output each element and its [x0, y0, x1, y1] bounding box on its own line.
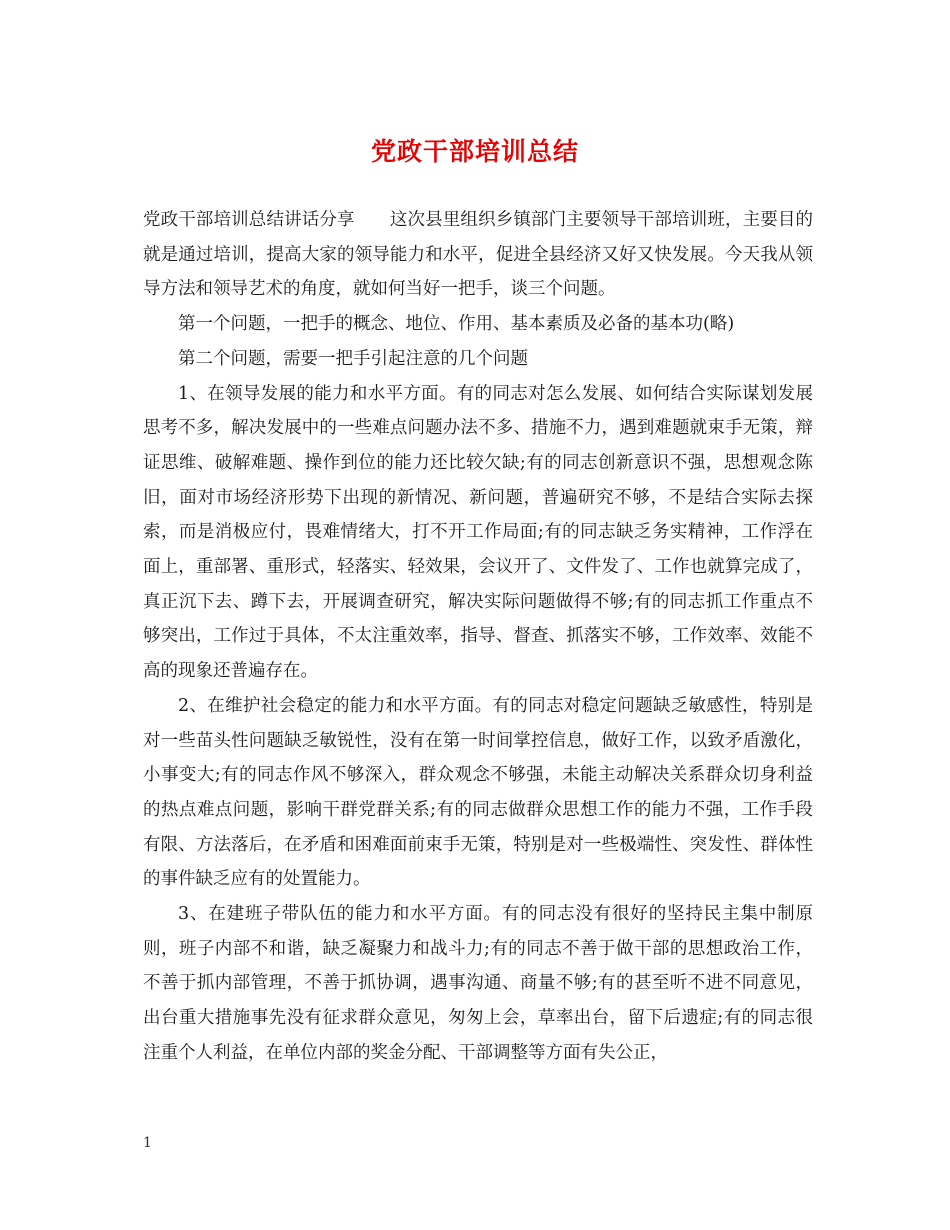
page-number: 1	[143, 1135, 152, 1151]
paragraph-question-two: 第二个问题，需要一把手引起注意的几个问题	[178, 348, 528, 369]
paragraph-point-three: 3、在建班子带队伍的能力和水平方面。有的同志没有很好的坚持民主集中制原则，班子内部不和谐，缺乏凝聚力和战斗力;有的同志不善于做干部的思想政治工作，不善于抓内部管理，不善于抓协调，遇事沟通、商量不够;有的甚至听不进不同意见，出台重大措施事先没有征求群众意见，匆匆上会，草率出台，留下后遗症;有的同志很注重个人利益，在单位内部的奖金分配、干部调整等方面有失公正，	[143, 904, 813, 1063]
document-title: 党政干部培训总结	[370, 137, 579, 166]
paragraph-point-two: 2、在维护社会稳定的能力和水平方面。有的同志对稳定问题缺乏敏感性，特别是对一些苗头性问题缺乏敏锐性，没有在第一时间掌控信息，做好工作，以致矛盾激化，小事变大;有的同志作风不够深入，群众观念不够强，未能主动解决关系群众切身利益的热点难点问题，影响干群党群关系;有的同志做群众思想工作的能力不强，工作手段有限、方法落后，在矛盾和困难面前束手无策，特别是对一些极端性、突发性、群体性的事件缺乏应有的处置能力。	[143, 695, 813, 890]
document-body	[143, 203, 813, 1071]
paragraph-point-one: 1、在领导发展的能力和水平方面。有的同志对怎么发展、如何结合实际谋划发展思考不多，解决发展中的一些难点问题办法不多、措施不力，遇到难题就束手无策，辩证思维、破解难题、操作到位的能力还比较欠缺;有的同志创新意识不强，思想观念陈旧，面对市场经济形势下出现的新情况、新问题，普遍研究不够，不是结合实际去探索，而是消极应付，畏难情绪大，打不开工作局面;有的同志缺乏务实精神，工作浮在面上，重部署、重形式，轻落实、轻效果，会议开了、文件发了、工作也就算完成了，真正沉下去、蹲下去，开展调查研究，解决实际问题做得不够;有的同志抓工作重点不够突出，工作过于具体，不太注重效率，指导、督查、抓落实不够，工作效率、效能不高的现象还普遍存在。	[143, 383, 813, 682]
paragraph-intro: 党政干部培训总结讲话分享 这次县里组织乡镇部门主要领导干部培训班，主要目的就是通过培训，提高大家的领导能力和水平，促进全县经济又好又快发展。今天我从领导方法和领导艺术的角度，就如何当好一把手，谈三个问题。	[143, 210, 813, 300]
paragraph-question-one: 第一个问题，一把手的概念、地位、作用、基本素质及必备的基本功(略)	[178, 314, 735, 335]
